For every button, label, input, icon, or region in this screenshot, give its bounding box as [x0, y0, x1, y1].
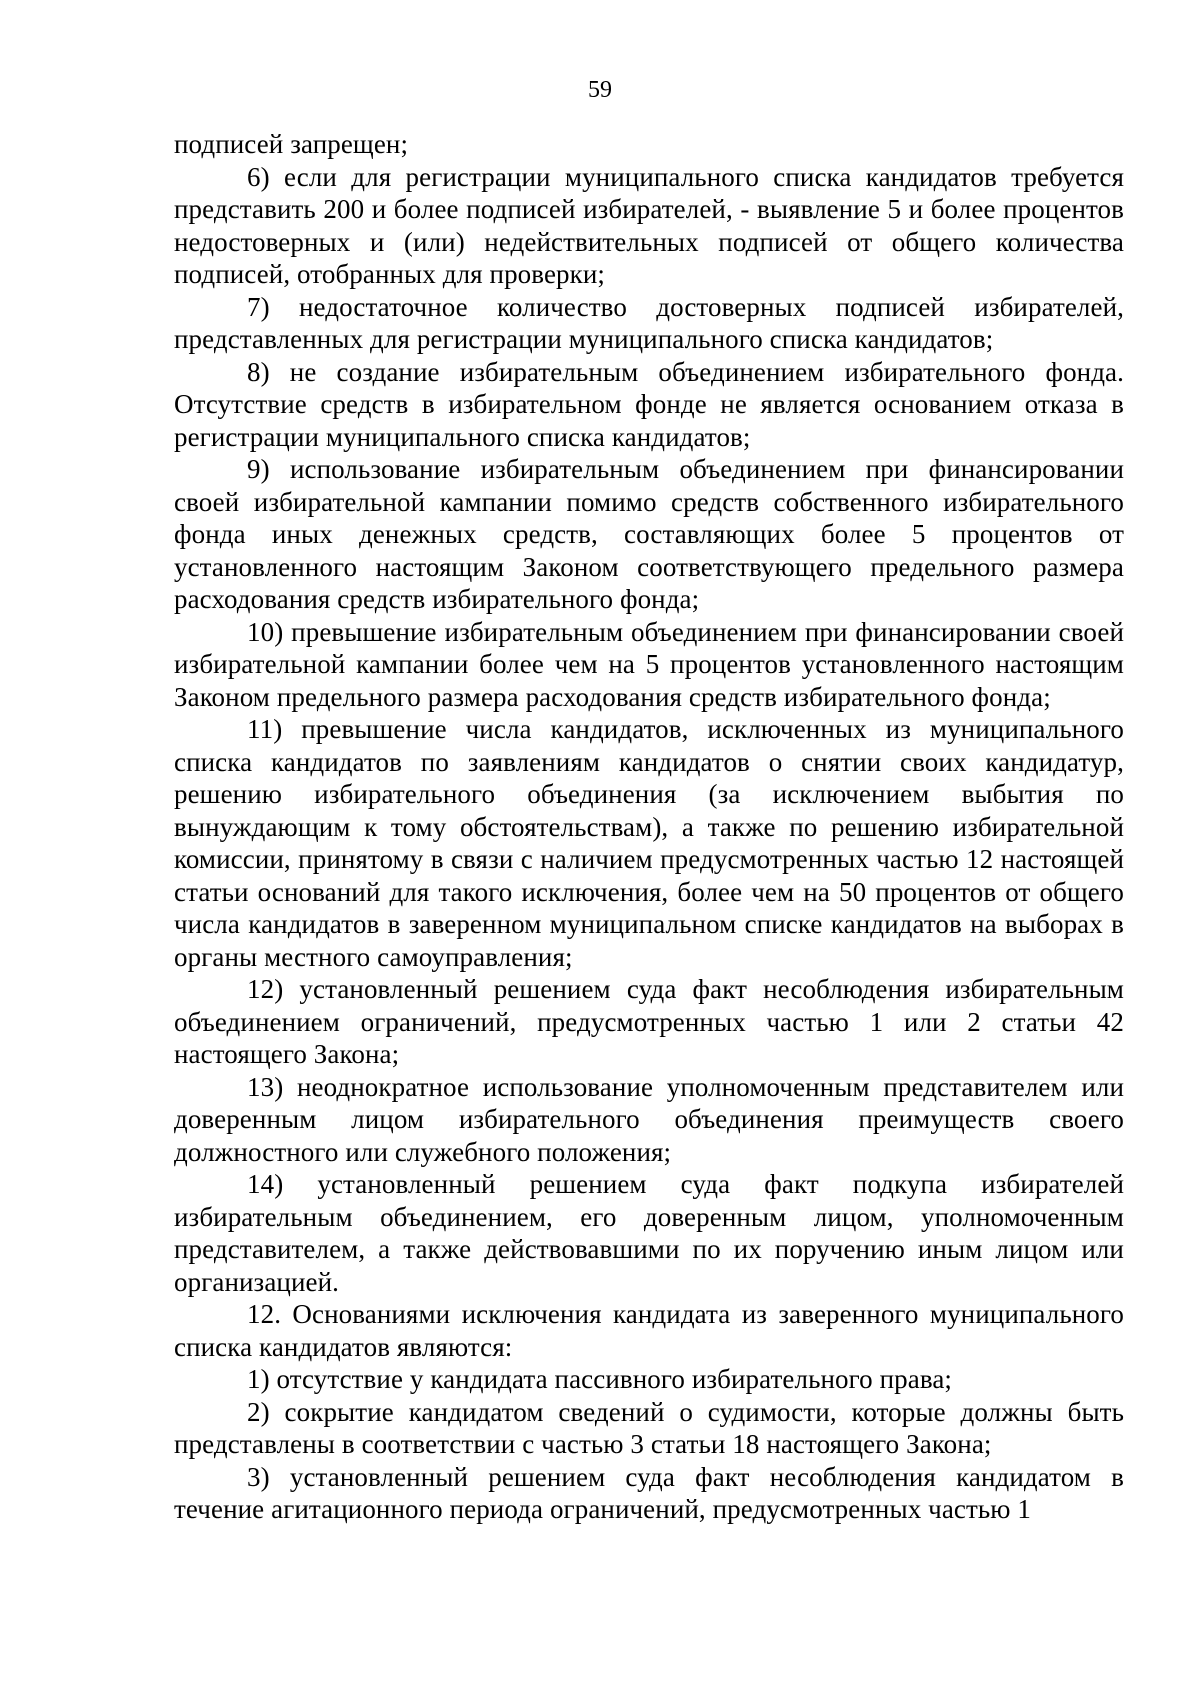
paragraph-item-11: 11) превышение числа кандидатов, исключенных из муниципального списка кандидатов по заявлениям кандидатов о снятии своих кандидатур, решению избирательного объединения (за исключением выбытия по вынуждающим к тому обстоятельствам), а также по решению избирательной комиссии, принятому в связи с наличием предусмотренных частью 12 настоящей статьи оснований для такого исключения, более чем на 50 процентов от общего числа кандидатов в заверенном муниципальном списке кандидатов на выборах в органы местного самоуправления; — [174, 714, 1124, 972]
page-number: 59 — [588, 77, 612, 103]
paragraph-item-14: 14) установленный решением суда факт подкупа избирателей избирательным объединением, его доверенным лицом, уполномоченным представителем, а также действовавшими по их поручению иным лицом или организацией. — [174, 1169, 1124, 1297]
paragraph-section-12: 12. Основаниями исключения кандидата из заверенного муниципального списка кандидатов являются: — [174, 1299, 1124, 1362]
paragraph-exclusion-1: 1) отсутствие у кандидата пассивного избирательного права; — [247, 1364, 953, 1394]
paragraph-exclusion-3: 3) установленный решением суда факт несоблюдения кандидатом в течение агитационного периода ограничений, предусмотренных частью 1 — [174, 1461, 1124, 1524]
paragraph-item-6: 6) если для регистрации муниципального списка кандидатов требуется представить 200 и более подписей избирателей, - выявление 5 и более процентов недостоверных и (или) недействительных подписей от общего количества подписей, отобранных для проверки; — [174, 161, 1124, 289]
paragraph-item-13: 13) неоднократное использование уполномоченным представителем или доверенным лицом избирательного объединения преимуществ своего должностного или служебного положения; — [174, 1071, 1124, 1167]
paragraph-item-8: 8) не создание избирательным объединением избирательного фонда. Отсутствие средств в избирательном фонде не является основанием отказа в регистрации муниципального списка кандидатов; — [174, 356, 1124, 452]
paragraph-item-7: 7) недостаточное количество достоверных подписей избирателей, представленных для регистрации муниципального списка кандидатов; — [174, 291, 1124, 354]
paragraph-item-10: 10) превышение избирательным объединением при финансировании своей избирательной кампании более чем на 5 процентов установленного настоящим Законом предельного размера расходования средств избирательного фонда; — [174, 616, 1124, 712]
document-body — [174, 128, 1124, 1526]
paragraph-exclusion-2: 2) сокрытие кандидатом сведений о судимости, которые должны быть представлены в соответствии с частью 3 статьи 18 настоящего Закона; — [174, 1396, 1124, 1459]
paragraph-item-9: 9) использование избирательным объединением при финансировании своей избирательной кампании помимо средств собственного избирательного фонда иных денежных средств, составляющих более 5 процентов от установленного настоящим Законом соответствующего предельного размера расходования средств избирательного фонда; — [174, 454, 1124, 614]
paragraph-continuation: подписей запрещен; — [174, 129, 409, 159]
paragraph-item-12: 12) установленный решением суда факт несоблюдения избирательным объединением ограничений, предусмотренных частью 1 или 2 статьи 42 настоящего Закона; — [174, 974, 1124, 1069]
